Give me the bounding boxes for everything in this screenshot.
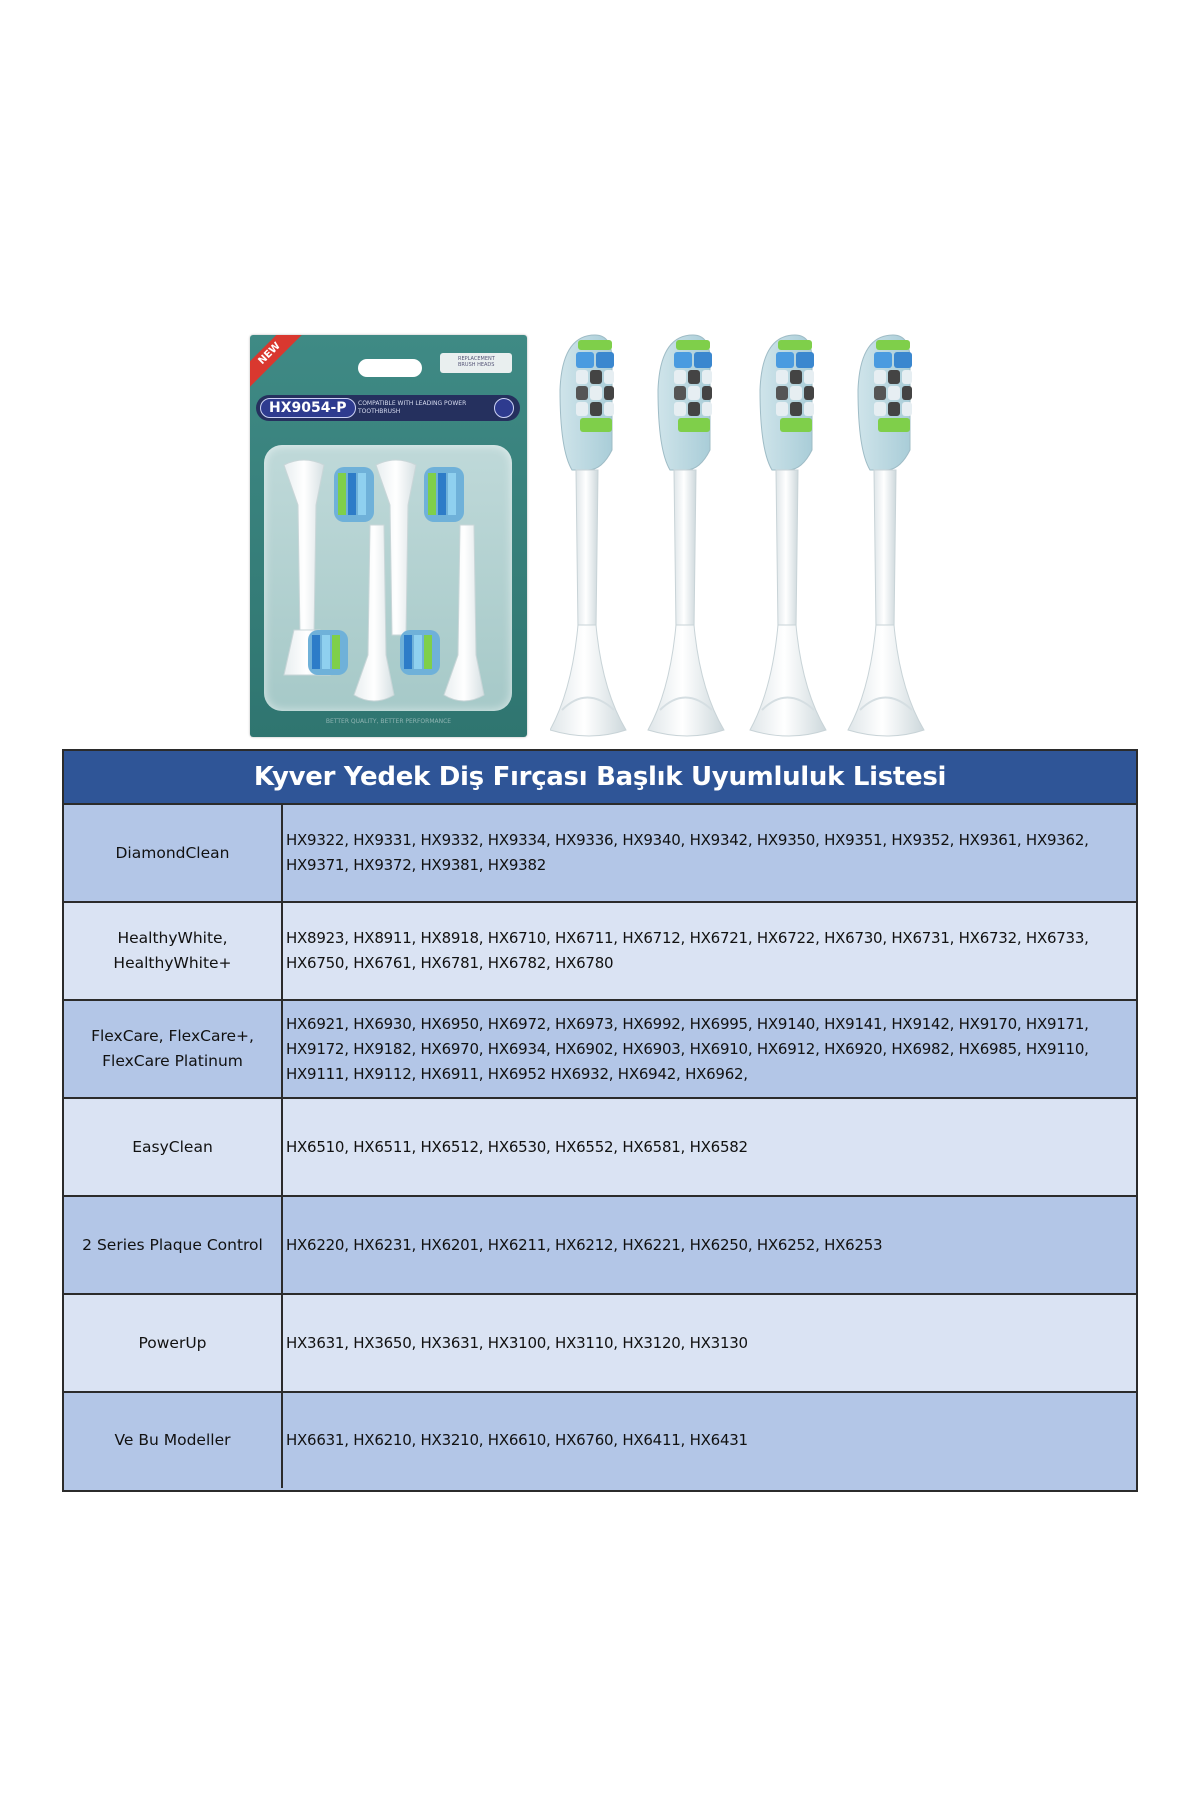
series-cell: Ve Bu Modeller xyxy=(64,1393,283,1488)
model-banner xyxy=(256,395,520,421)
model-caption: COMPATIBLE WITH LEADING POWER TOOTHBRUSH xyxy=(358,400,467,415)
models-cell: HX9322, HX9331, HX9332, HX9334, HX9336, HX9340, HX9342, HX9350, HX9351, HX9352, HX9361, HX9362, HX9371, HX9372, HX9381, HX9382 xyxy=(286,831,1089,874)
table-row xyxy=(64,1197,1136,1295)
loose-brush-heads xyxy=(550,330,960,742)
model-label: HX9054-P xyxy=(260,398,356,418)
product-photo xyxy=(250,330,960,742)
table-row xyxy=(64,1001,1136,1099)
models-cell: HX6510, HX6511, HX6512, HX6530, HX6552, HX6581, HX6582 xyxy=(286,1137,748,1156)
series-cell: HealthyWhite, HealthyWhite+ xyxy=(64,903,283,999)
models-cell: HX3631, HX3650, HX3631, HX3100, HX3110, HX3120, HX3130 xyxy=(286,1333,748,1352)
models-cell: HX8923, HX8911, HX8918, HX6710, HX6711, HX6712, HX6721, HX6722, HX6730, HX6731, HX6732, HX6733, HX6750, HX6761, HX6781, HX6782, HX6780 xyxy=(286,929,1089,972)
series-cell: DiamondClean xyxy=(64,805,283,901)
series-cell: FlexCare, FlexCare+, FlexCare Platinum xyxy=(64,1001,283,1097)
models-cell: HX6921, HX6930, HX6950, HX6972, HX6973, HX6992, HX6995, HX9140, HX9141, HX9142, HX9170, HX9171, HX9172, HX9182, HX6970, HX6934, HX6902, HX6903, HX6910, HX6912, HX6920, HX6982, HX6985, HX9110, HX9111, HX9112, HX6911, HX6952 HX6932, HX6942, HX6962, xyxy=(286,1014,1089,1083)
toothbrush-icon xyxy=(494,398,514,418)
blister-package xyxy=(250,335,527,737)
package-window xyxy=(264,445,512,711)
series-cell: PowerUp xyxy=(64,1295,283,1391)
table-row xyxy=(64,903,1136,1001)
series-cell: EasyClean xyxy=(64,1099,283,1195)
packaged-brush-heads xyxy=(264,445,512,711)
table-row xyxy=(64,1393,1136,1488)
table-row xyxy=(64,1295,1136,1393)
series-cell: 2 Series Plaque Control xyxy=(64,1197,283,1293)
new-badge: NEW xyxy=(250,335,312,396)
package-tag: REPLACEMENT BRUSH HEADS xyxy=(440,353,512,373)
table-row xyxy=(64,805,1136,903)
brush-head xyxy=(550,335,626,736)
table-row xyxy=(64,1099,1136,1197)
hang-hole xyxy=(358,359,422,377)
package-footer: BETTER QUALITY, BETTER PERFORMANCE xyxy=(325,718,452,725)
table-title: Kyver Yedek Diş Fırçası Başlık Uyumluluk Listesi xyxy=(64,751,1136,805)
models-cell: HX6220, HX6231, HX6201, HX6211, HX6212, HX6221, HX6250, HX6252, HX6253 xyxy=(286,1235,883,1254)
models-cell: HX6631, HX6210, HX3210, HX6610, HX6760, HX6411, HX6431 xyxy=(286,1431,748,1449)
compatibility-table xyxy=(62,749,1138,1492)
